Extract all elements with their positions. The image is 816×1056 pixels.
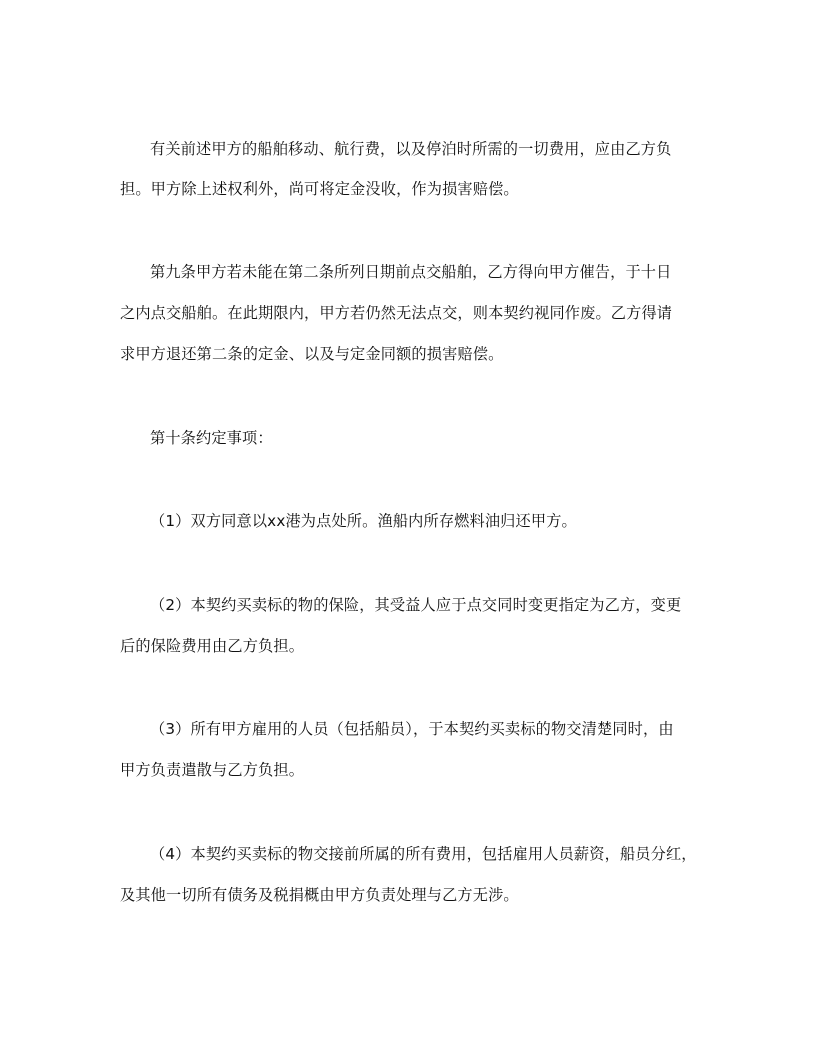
item-4-line-2: 及其他一切所有债务及税捐概由甲方负责处理与乙方无涉。	[120, 886, 519, 904]
item-2-line-1: （2）本契约买卖标的物的保险，其受益人应于点交同时变更指定为乙方，变更	[150, 596, 682, 614]
item-3-line-1: （3）所有甲方雇用的人员（包括船员），于本契约买卖标的物交清楚同时，由	[150, 720, 674, 738]
item-4-line-1: （4）本契约买卖标的物交接前所属的所有费用，包括雇用人员薪资，船员分红，	[150, 845, 697, 863]
article-10-heading: 第十条约定事项：	[150, 429, 273, 447]
article-9-line-1: 第九条甲方若未能在第二条所列日期前点交船舶，乙方得向甲方催告，于十日	[150, 263, 672, 281]
article-9-line-2: 之内点交船舶。在此期限内，甲方若仍然无法点交，则本契约视同作废。乙方得请	[120, 304, 673, 322]
fees-line-2: 担。甲方除上述权利外，尚可将定金没收，作为损害赔偿。	[120, 180, 519, 198]
fees-line-1: 有关前述甲方的船舶移动、航行费，以及停泊时所需的一切费用，应由乙方负	[150, 140, 672, 158]
article-9-line-3: 求甲方退还第二条的定金、以及与定金同额的损害赔偿。	[120, 345, 504, 363]
item-3-line-2: 甲方负责遣散与乙方负担。	[120, 761, 305, 779]
item-2-line-2: 后的保险费用由乙方负担。	[120, 637, 305, 655]
item-1-line-1: （1）双方同意以xx港为点处所。渔船内所存燃料油归还甲方。	[150, 512, 577, 530]
